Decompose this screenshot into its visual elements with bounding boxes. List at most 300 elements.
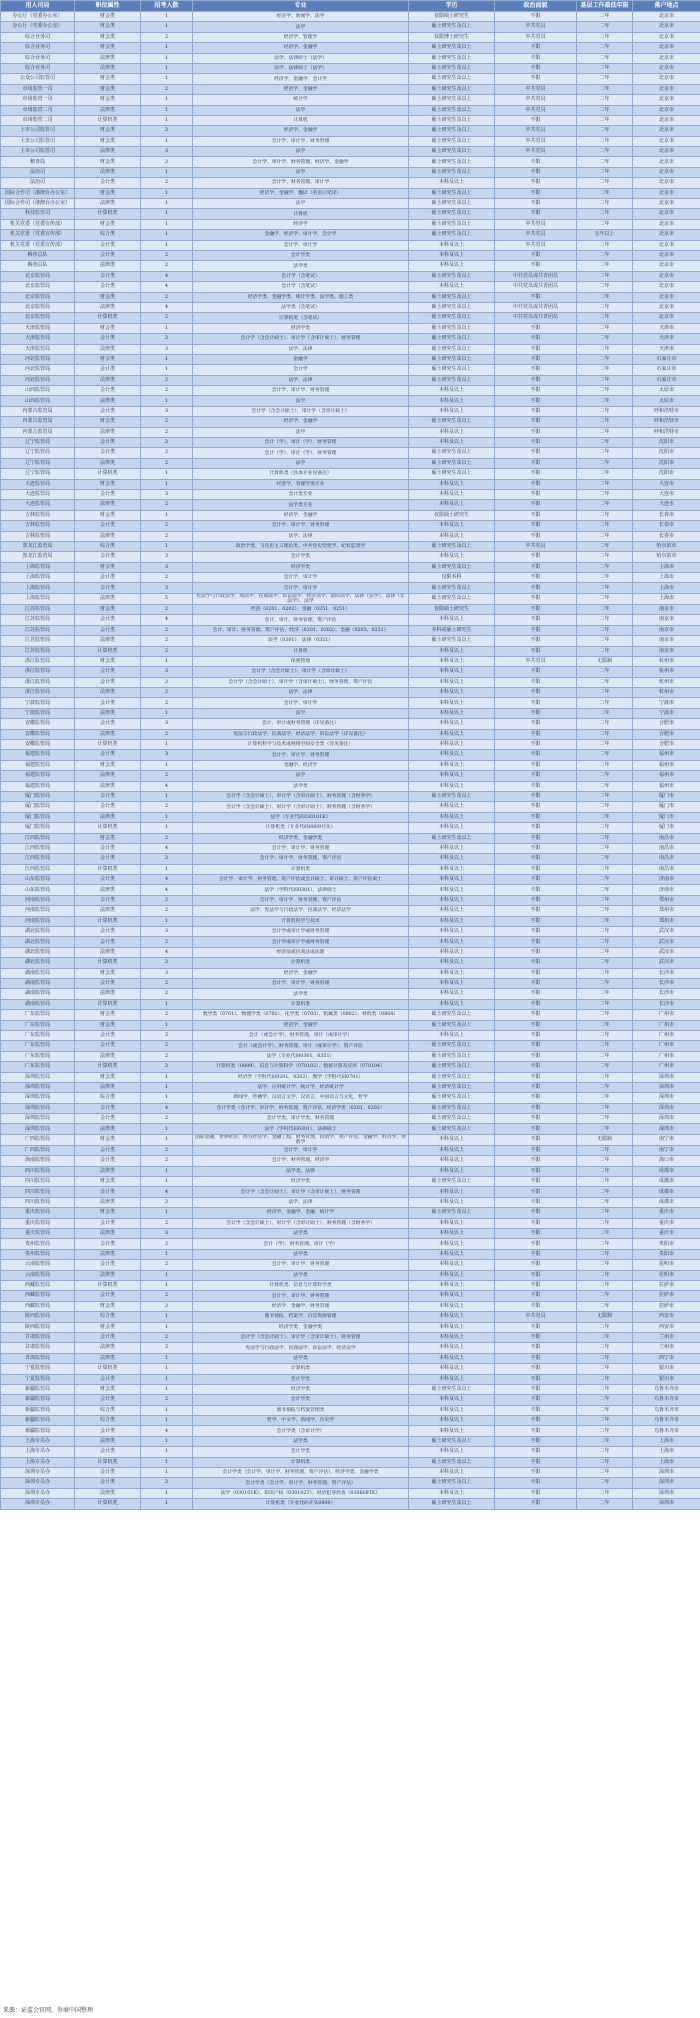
table-cell: 硕士研究生及以上 [409, 1072, 495, 1082]
table-cell: 二年 [577, 500, 633, 510]
table-cell: 会计学类（会计学、审计学、财务管理、资产评估） [193, 1478, 409, 1488]
table-cell: 2 [141, 1395, 193, 1405]
table-cell: 2 [141, 438, 193, 448]
table-row [1, 209, 700, 219]
table-cell: 南京市 [633, 615, 700, 625]
table-cell: 二年 [577, 999, 633, 1009]
table-cell: 2 [141, 126, 193, 136]
table-cell: 市场监管一司 [1, 84, 75, 94]
table-cell: 计算机类、信息与计算科学类 [193, 1281, 409, 1291]
table-cell: 会计类 [75, 1239, 141, 1249]
table-cell: 法律类 [75, 1051, 141, 1061]
table-row [1, 500, 700, 510]
table-cell: 硕士研究生及以上 [409, 1384, 495, 1394]
table-cell: 经济学类 [193, 562, 409, 572]
table-cell: 硕士研究生及以上 [409, 593, 495, 604]
table-row [1, 219, 700, 229]
table-cell: 计算机类 [75, 1499, 141, 1509]
table-cell: 综合类 [75, 1416, 141, 1426]
table-cell: 仅限本科 [409, 573, 495, 583]
table-cell: 厦门市 [633, 812, 700, 822]
table-row [1, 250, 700, 260]
table-cell: 不限 [495, 396, 577, 406]
table-cell: 会计学、财务管理、经济学 [193, 1156, 409, 1166]
table-row [1, 1229, 700, 1239]
table-cell: 中共党员 [495, 219, 577, 229]
table-cell: 1 [141, 1384, 193, 1394]
table-cell: 陕西监管局 [1, 1322, 75, 1332]
table-cell: 武汉市 [633, 937, 700, 947]
table-cell: 2 [141, 250, 193, 260]
table-cell: 厦门监管局 [1, 802, 75, 812]
table-cell: 会计类专业 [193, 489, 409, 499]
table-row [1, 261, 700, 271]
table-cell: 湖北监管局 [1, 958, 75, 968]
table-cell: 兰州市 [633, 1343, 700, 1353]
table-cell: 1 [141, 823, 193, 833]
table-cell: 2 [141, 1062, 193, 1072]
table-cell: 宁夏监管局 [1, 1374, 75, 1384]
table-cell: 上海监管局 [1, 562, 75, 572]
table-cell: 法律类 [75, 1353, 141, 1363]
table-cell: 本科及以上 [409, 916, 495, 926]
table-cell: 财会类 [75, 833, 141, 843]
table-cell: 内蒙古监管局 [1, 417, 75, 427]
table-cell: 综合类 [75, 1093, 141, 1103]
table-cell: 计算机类（专业代码0809开头） [193, 823, 409, 833]
table-row [1, 875, 700, 885]
table-cell: 2 [141, 646, 193, 656]
table-cell: 二年 [577, 708, 633, 718]
table-row [1, 719, 700, 729]
table-cell: 经济学、金融学 [193, 84, 409, 94]
table-cell: 1 [141, 365, 193, 375]
table-cell: 二年 [577, 583, 633, 593]
table-cell: 本科及以上 [409, 781, 495, 791]
table-cell: 杭州市 [633, 656, 700, 666]
table-cell: 计算机类 [75, 1457, 141, 1467]
table-cell: 4 [141, 947, 193, 957]
table-cell: 经济学、金融学 [193, 417, 409, 427]
table-cell: 4 [141, 271, 193, 281]
table-cell: 2 [141, 1218, 193, 1228]
table-cell: 二年 [577, 1436, 633, 1446]
table-cell: 上海监管局 [1, 573, 75, 583]
table-cell: 计算机类 [75, 999, 141, 1009]
table-cell: 不限 [495, 1478, 577, 1488]
table-cell: 本科及以上 [409, 1281, 495, 1291]
table-cell: 1 [141, 1353, 193, 1363]
table-cell: 本科及以上 [409, 427, 495, 437]
table-row [1, 562, 700, 572]
table-cell: 不限 [495, 1082, 577, 1092]
table-cell: 法律类 [75, 1343, 141, 1353]
table-row [1, 12, 700, 22]
table-cell: 经济学、金融学、财务管理 [193, 1301, 409, 1311]
table-cell: 会计类 [75, 573, 141, 583]
table-cell: 上海市 [633, 573, 700, 583]
table-cell: 北京市 [633, 261, 700, 271]
table-cell: 稽查总队 [1, 261, 75, 271]
table-cell: 不限 [495, 209, 577, 219]
table-cell: 法治司 [1, 178, 75, 188]
table-cell: 法律类 [75, 1488, 141, 1498]
table-cell: 硕士研究生及以上 [409, 147, 495, 157]
table-row [1, 979, 700, 989]
table-row [1, 448, 700, 458]
table-cell: 二年 [577, 489, 633, 499]
table-cell: 不限 [495, 760, 577, 770]
table-cell: 计算机 [193, 646, 409, 656]
header-cell: 职位属性 [75, 1, 141, 12]
table-cell: 北京市 [633, 271, 700, 281]
table-cell: 不限 [495, 604, 577, 614]
table-cell: 大连监管局 [1, 500, 75, 510]
table-cell: 法律类 [75, 1249, 141, 1259]
table-cell: 二年 [577, 250, 633, 260]
table-cell: 本科及以上 [409, 1312, 495, 1322]
table-cell: 1 [141, 916, 193, 926]
table-cell: 会计学（含会计硕士）、审计学（含审计硕士）、财务管理 [193, 1187, 409, 1197]
table-cell: 法学 [193, 427, 409, 437]
table-cell: 经济学类 [193, 1384, 409, 1394]
table-cell: 综合类 [75, 1312, 141, 1322]
table-cell: 南宁市 [633, 1145, 700, 1155]
table-cell: 1 [141, 209, 193, 219]
table-row [1, 916, 700, 926]
table-cell: 2 [141, 937, 193, 947]
table-cell: 云南监管局 [1, 1260, 75, 1270]
table-row [1, 1114, 700, 1124]
table-cell: 会计（学）、财务管理、审计（学） [193, 1239, 409, 1249]
table-cell: 不限 [495, 875, 577, 885]
table-cell: 本科及以上 [409, 906, 495, 916]
table-cell: 会计（学）、审计（学）、财务管理 [193, 448, 409, 458]
table-cell: 2 [141, 833, 193, 843]
table-cell: 天津市 [633, 323, 700, 333]
table-row [1, 438, 700, 448]
table-cell: 法律类 [75, 1166, 141, 1176]
table-cell: 稽查总队 [1, 250, 75, 260]
table-row [1, 84, 700, 94]
table-cell: 会计（学）、审计（学）、财务管理 [193, 438, 409, 448]
table-cell: 不限 [495, 1218, 577, 1228]
table-cell: 二年 [577, 178, 633, 188]
table-cell: 不限 [495, 688, 577, 698]
table-cell: 无限制 [577, 1312, 633, 1322]
table-cell: 西藏监管局 [1, 1291, 75, 1301]
table-cell: 二年 [577, 282, 633, 292]
table-row [1, 604, 700, 614]
table-cell: 会计学（含笔试） [193, 271, 409, 281]
table-cell: 本科及以上 [409, 802, 495, 812]
table-cell: 不限 [495, 1364, 577, 1374]
table-cell: 金融学 [193, 354, 409, 364]
table-row [1, 313, 700, 323]
table-cell: 硕士研究生及以上 [409, 105, 495, 115]
table-cell: 1 [141, 1499, 193, 1509]
table-cell: 中共党员或共青团员 [495, 302, 577, 312]
table-cell: 本科及以上 [409, 740, 495, 750]
table-row [1, 791, 700, 801]
table-cell: 中共党员 [495, 95, 577, 105]
table-cell: 辽宁监管局 [1, 469, 75, 479]
table-cell: 法学 [193, 147, 409, 157]
table-cell: 拉萨市 [633, 1301, 700, 1311]
table-cell: 安徽监管局 [1, 740, 75, 750]
table-cell: 1 [141, 1447, 193, 1457]
table-cell: 沈阳市 [633, 458, 700, 468]
table-cell: 法律类 [75, 771, 141, 781]
table-cell: 经济学、管理学类专业 [193, 479, 409, 489]
table-cell: 不限 [495, 750, 577, 760]
table-cell: 不限 [495, 646, 577, 656]
table-cell: 本科及以上 [409, 1374, 495, 1384]
table-cell: 不限 [495, 375, 577, 385]
table-cell: 会计类 [75, 178, 141, 188]
table-cell: 本科及以上 [409, 479, 495, 489]
table-cell: 中共党员 [495, 1312, 577, 1322]
table-cell: 本科及以上 [409, 1239, 495, 1249]
table-cell: 法律类 [75, 344, 141, 354]
table-cell: 不限 [495, 1010, 577, 1020]
table-cell: 福建监管局 [1, 750, 75, 760]
table-cell: 会计、审计或财务管理（详见备注） [193, 719, 409, 729]
table-row [1, 708, 700, 718]
table-cell: 广东监管局 [1, 1062, 75, 1072]
table-cell: 硕士研究生及以上 [409, 95, 495, 105]
table-cell: 深圳市 [633, 1072, 700, 1082]
table-cell: 不限 [495, 1030, 577, 1040]
table-row [1, 32, 700, 42]
table-cell: 经济学类 [193, 323, 409, 333]
table-cell: 2 [141, 1260, 193, 1270]
table-cell: 北京市 [633, 105, 700, 115]
table-cell: 二年 [577, 812, 633, 822]
table-cell: 财会类 [75, 136, 141, 146]
table-cell: 会计类 [75, 1332, 141, 1342]
table-cell: 计算机类 [75, 1062, 141, 1072]
table-cell: 西宁市 [633, 1353, 700, 1363]
table-cell: 二年 [577, 22, 633, 32]
table-cell: 二年 [577, 1197, 633, 1207]
table-cell: 北京市 [633, 199, 700, 209]
table-cell: 2 [141, 386, 193, 396]
table-cell: 厦门监管局 [1, 812, 75, 822]
table-row [1, 1093, 700, 1103]
table-cell: 硕士研究生及以上 [409, 167, 495, 177]
table-cell: 不限 [495, 365, 577, 375]
table-cell: 二年 [577, 375, 633, 385]
table-cell: 拉萨市 [633, 1281, 700, 1291]
table-cell: 上市公司监管司 [1, 147, 75, 157]
table-cell: 二年 [577, 833, 633, 843]
table-cell: 二年 [577, 750, 633, 760]
table-cell: 二年 [577, 1405, 633, 1415]
table-cell: 会计学类 [193, 552, 409, 562]
table-cell: 二年 [577, 604, 633, 614]
table-cell: 计算机科学与技术 [193, 916, 409, 926]
table-cell: 二年 [577, 625, 633, 635]
table-cell: 二年 [577, 1364, 633, 1374]
table-cell: 二年 [577, 126, 633, 136]
table-cell: 仅限硕士研究生 [409, 510, 495, 520]
table-cell: 北京市 [633, 84, 700, 94]
table-row [1, 22, 700, 32]
table-cell: 硕士研究生及以上 [409, 583, 495, 593]
table-cell: 厦门监管局 [1, 791, 75, 801]
table-cell: 不限 [495, 698, 577, 708]
table-cell: 山西监管局 [1, 386, 75, 396]
table-cell: 本科及以上 [409, 688, 495, 698]
table-cell: 1 [141, 95, 193, 105]
table-cell: 重庆市 [633, 1208, 700, 1218]
table-row [1, 95, 700, 105]
table-cell: 2 [141, 1030, 193, 1040]
table-cell: 会计类 [75, 271, 141, 281]
table-cell: 科技监管司 [1, 209, 75, 219]
table-cell: 本科及以上 [409, 531, 495, 541]
table-cell: 计算机类 [75, 646, 141, 656]
table-cell: 江苏监管局 [1, 625, 75, 635]
header-cell: 学历 [409, 1, 495, 12]
table-cell: 1 [141, 1416, 193, 1426]
table-cell: 本科及以上 [409, 885, 495, 895]
table-cell: 不限 [495, 1395, 577, 1405]
table-cell: 会计类 [75, 750, 141, 760]
table-cell: 会计学、审计学 [193, 573, 409, 583]
table-cell: 石家庄市 [633, 365, 700, 375]
table-cell: 西藏监管局 [1, 1281, 75, 1291]
table-cell: 1 [141, 354, 193, 364]
table-cell: 会计类 [75, 927, 141, 937]
table-cell: 二年 [577, 240, 633, 250]
table-cell: 会计类 [75, 1187, 141, 1197]
table-row [1, 656, 700, 666]
table-row [1, 469, 700, 479]
table-cell: 中共党员 [495, 541, 577, 551]
table-cell: 硕士研究生及以上 [409, 365, 495, 375]
table-cell: 不限 [495, 740, 577, 750]
table-cell: 会计学（含会计硕士）、审计学（含审计硕士） [193, 667, 409, 677]
table-cell: 不限 [495, 1114, 577, 1124]
table-cell: 经济学、新闻学、法学 [193, 12, 409, 22]
table-cell: 二年 [577, 365, 633, 375]
table-cell: 江西监管局 [1, 854, 75, 864]
table-cell: 上海市 [633, 583, 700, 593]
table-cell: 中共党员 [495, 240, 577, 250]
table-row [1, 541, 700, 551]
table-cell: 1 [141, 199, 193, 209]
table-cell: 不限 [495, 615, 577, 625]
table-cell: 哈尔滨市 [633, 541, 700, 551]
table-cell: 河北监管局 [1, 354, 75, 364]
table-cell: 二年 [577, 209, 633, 219]
table-cell: 二年 [577, 386, 633, 396]
table-cell: 宁波监管局 [1, 708, 75, 718]
header-cell: 用人司局 [1, 1, 75, 12]
table-cell: 成都市 [633, 1177, 700, 1187]
table-cell: 江西监管局 [1, 843, 75, 853]
table-cell: 2 [141, 895, 193, 905]
table-cell: 北京市 [633, 178, 700, 188]
table-cell: 成都市 [633, 1187, 700, 1197]
table-cell: 二年 [577, 895, 633, 905]
table-cell: 4 [141, 843, 193, 853]
table-cell: 宪法与行政法学、民商法学、经济法学、诉讼法学（详见备注） [193, 729, 409, 739]
table-cell: 财会类 [75, 84, 141, 94]
table-cell: 图书情报与档案管理类 [193, 1405, 409, 1415]
table-cell: 会计学（含笔试） [193, 282, 409, 292]
table-cell: 本科及以上 [409, 489, 495, 499]
table-cell: 新疆监管局 [1, 1426, 75, 1436]
table-cell: 南京市 [633, 604, 700, 614]
table-cell: 四川监管局 [1, 1177, 75, 1187]
table-cell: 会计学类 [193, 1447, 409, 1457]
table-cell: 武汉市 [633, 958, 700, 968]
table-cell: 二年 [577, 1145, 633, 1155]
table-row [1, 323, 700, 333]
table-cell: 二年 [577, 771, 633, 781]
table-cell: 法学类 [193, 989, 409, 999]
table-cell: 会计类 [75, 615, 141, 625]
table-cell: 法律类 [75, 1197, 141, 1207]
table-cell: 本科及以上 [409, 1145, 495, 1155]
table-cell: 硕士研究生及以上 [409, 1010, 495, 1020]
table-cell: 财会类 [75, 1384, 141, 1394]
table-cell: 新疆监管局 [1, 1416, 75, 1426]
table-row [1, 1187, 700, 1197]
table-cell: 二年 [577, 261, 633, 271]
table-cell: 硕士研究生及以上 [409, 344, 495, 354]
table-cell: 2 [141, 1239, 193, 1249]
table-cell: 南昌市 [633, 864, 700, 874]
table-row [1, 1103, 700, 1113]
table-cell: 二年 [577, 1082, 633, 1092]
table-cell: 硕士研究生及以上 [409, 1082, 495, 1092]
table-cell: 二年 [577, 354, 633, 364]
table-cell: 3 [141, 750, 193, 760]
table-cell: 二年 [577, 1030, 633, 1040]
table-cell: 会计类 [75, 1374, 141, 1384]
table-cell: 会计类 [75, 1156, 141, 1166]
table-cell: 中共党员 [495, 22, 577, 32]
table-cell: 武汉市 [633, 947, 700, 957]
table-cell: 经济学类、金融学类 [193, 1322, 409, 1332]
table-cell: 不限 [495, 1051, 577, 1061]
table-cell: 会计类 [75, 1103, 141, 1113]
table-cell: 河南监管局 [1, 916, 75, 926]
table-cell: 不限 [495, 1156, 577, 1166]
table-cell: 贵阳市 [633, 1239, 700, 1249]
table-cell: 广州市 [633, 1030, 700, 1040]
table-cell: 法学、法律 [193, 531, 409, 541]
table-cell: 2 [141, 771, 193, 781]
table-cell: 广州市 [633, 1051, 700, 1061]
table-cell: 1 [141, 656, 193, 666]
table-cell: 硕士研究生及以上 [409, 1436, 495, 1446]
table-cell: 浙江监管局 [1, 688, 75, 698]
table-cell: 不限 [495, 823, 577, 833]
table-cell: 本科及以上 [409, 854, 495, 864]
table-cell: 湖北监管局 [1, 947, 75, 957]
table-cell: 不限 [495, 989, 577, 999]
table-cell: 不限 [495, 636, 577, 646]
table-cell: 法学（学科代码0301）、法律硕士 [193, 1124, 409, 1134]
table-cell: 硕士研究生及以上 [409, 1093, 495, 1103]
table-cell: 1 [141, 1134, 193, 1145]
table-cell: 不限 [495, 12, 577, 22]
